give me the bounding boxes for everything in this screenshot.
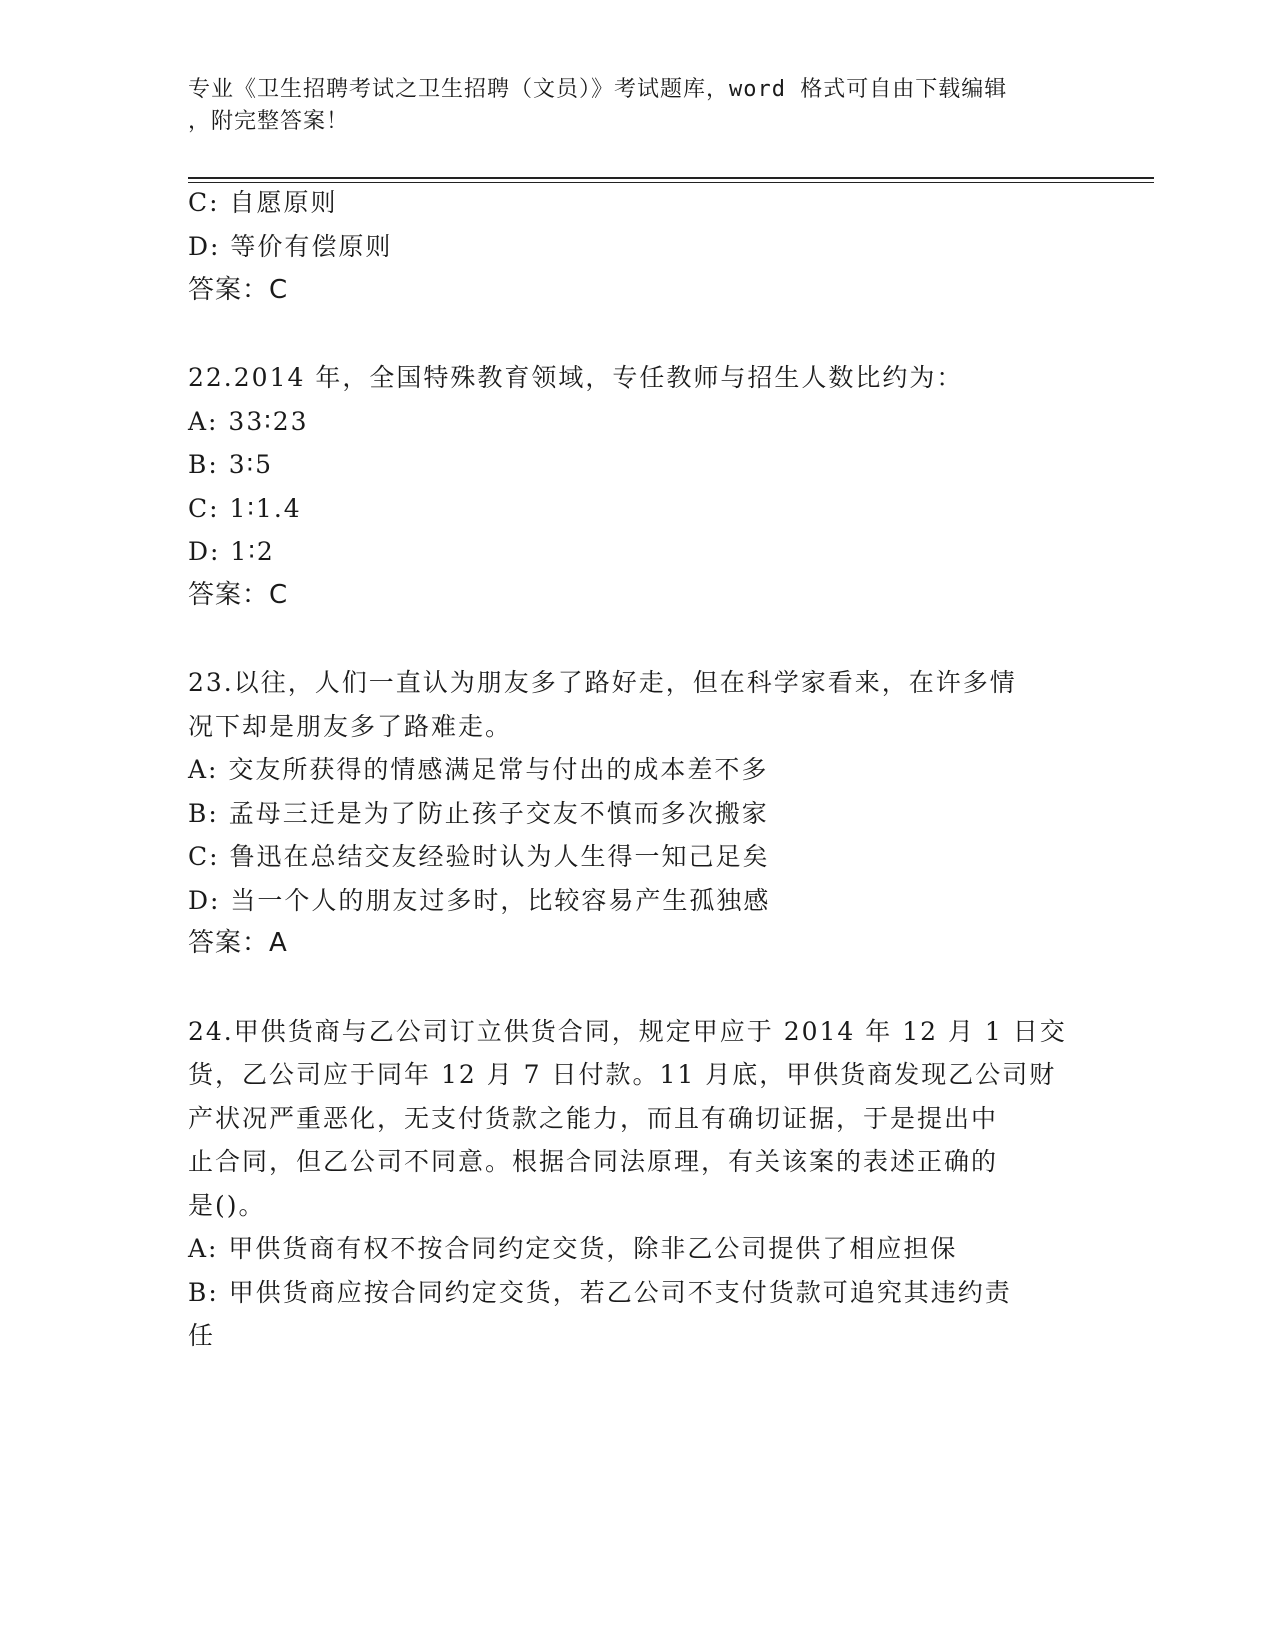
q24-option-a: A: 甲供货商有权不按合同约定交货，除非乙公司提供了相应担保 bbox=[188, 1234, 958, 1263]
q22-option-d: D: 1∶2 bbox=[188, 537, 275, 566]
q23-option-b: B: 孟母三迁是为了防止孩子交友不慎而多次搬家 bbox=[188, 799, 769, 828]
q24-stem-line-3: 产状况严重恶化，无支付货款之能力，而且有确切证据，于是提出中 bbox=[188, 1104, 999, 1133]
header-rule-thick bbox=[188, 177, 1154, 179]
q21-option-d: D: 等价有偿原则 bbox=[188, 232, 393, 261]
q24-stem-line-1: 24.甲供货商与乙公司订立供货合同，规定甲应于 2014 年 12 月 1 日交 bbox=[188, 1017, 1067, 1046]
page-header bbox=[188, 74, 1068, 138]
q23-stem-line-2: 况下却是朋友多了路难走。 bbox=[188, 712, 513, 741]
q22-answer: 答案：C bbox=[188, 580, 289, 610]
q23-option-c: C: 鲁迅在总结交友经验时认为人生得一知己足矣 bbox=[188, 842, 770, 871]
q24-option-b-line-1: B: 甲供货商应按合同约定交货，若乙公司不支付货款可追究其违约责 bbox=[188, 1278, 1012, 1307]
q22-option-b: B: 3∶5 bbox=[188, 450, 274, 479]
q24-option-b-line-2: 任 bbox=[188, 1321, 216, 1350]
header-line-1: 专业《卫生招聘考试之卫生招聘（文员）》考试题库，word 格式可自由下载编辑 bbox=[188, 77, 1008, 102]
q24-stem-line-2: 货，乙公司应于同年 12 月 7 日付款。11 月底，甲供货商发现乙公司财 bbox=[188, 1060, 1057, 1089]
q23-option-d: D: 当一个人的朋友过多时，比较容易产生孤独感 bbox=[188, 886, 771, 915]
q22-option-c: C: 1∶1.4 bbox=[188, 494, 302, 523]
header-line-2: ，附完整答案！ bbox=[188, 109, 350, 134]
q21-option-c: C: 自愿原则 bbox=[188, 188, 338, 217]
q22-option-a: A: 33∶23 bbox=[188, 407, 309, 436]
q23-answer: 答案：A bbox=[188, 928, 288, 958]
q23-stem-line-1: 23.以往，人们一直认为朋友多了路好走，但在科学家看来，在许多情 bbox=[188, 668, 1017, 697]
q21-answer: 答案：C bbox=[188, 275, 289, 305]
q24-stem-line-4: 止合同，但乙公司不同意。根据合同法原理，有关该案的表述正确的 bbox=[188, 1147, 999, 1176]
q23-option-a: A: 交友所获得的情感满足常与付出的成本差不多 bbox=[188, 755, 769, 784]
q24-stem-line-5: 是()。 bbox=[188, 1191, 266, 1220]
q22-stem: 22.2014 年，全国特殊教育领域，专任教师与招生人数比约为： bbox=[188, 363, 964, 392]
